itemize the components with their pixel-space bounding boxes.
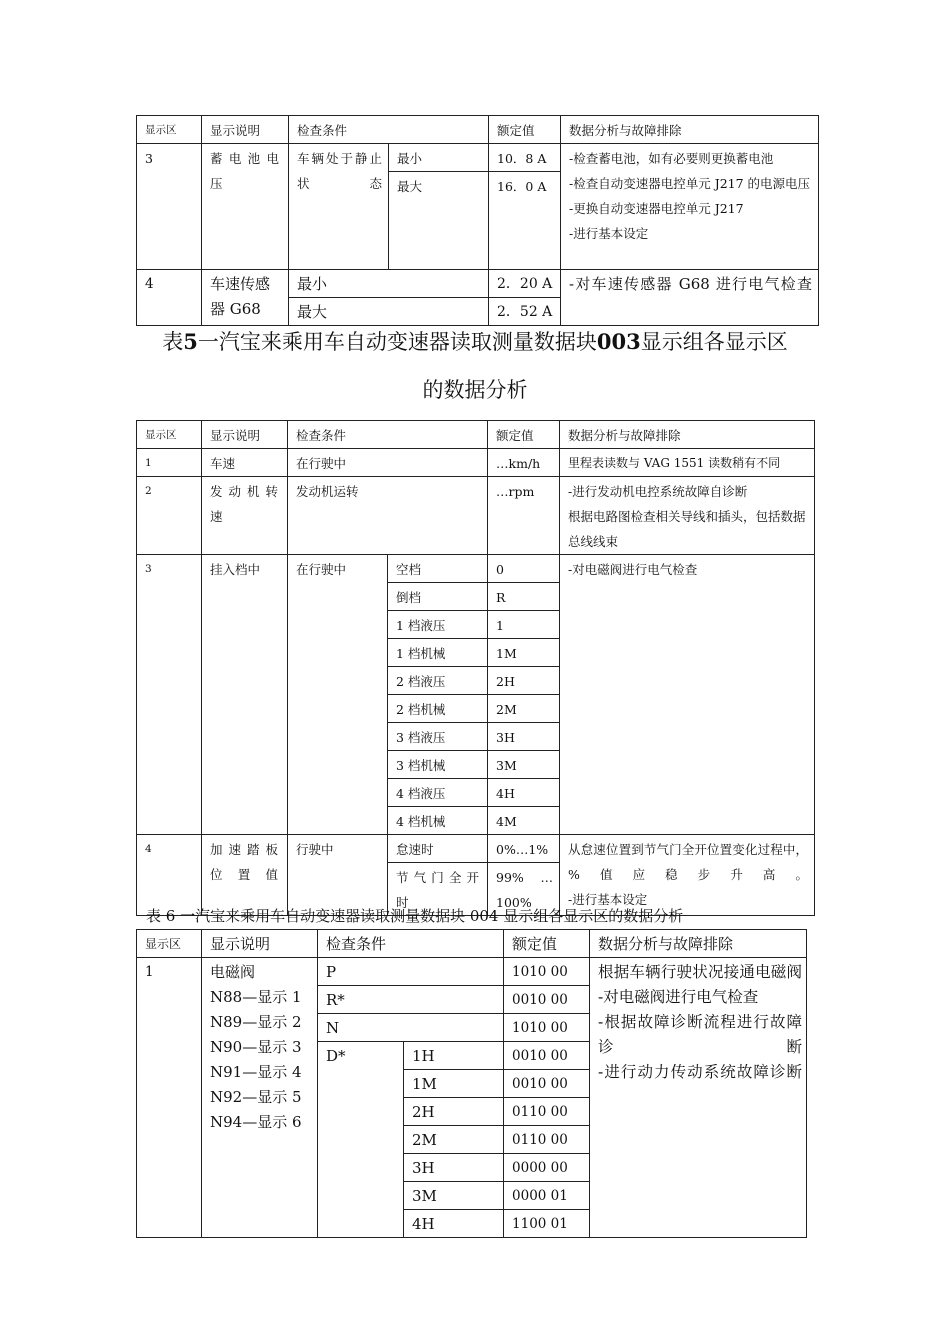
- header-analysis: 数据分析与故障排除: [560, 421, 815, 449]
- max-value: 16．0 A: [489, 172, 561, 270]
- header-desc: 显示说明: [202, 930, 318, 958]
- analysis-line: 根据车辆行驶状况接通电磁阀: [598, 963, 803, 981]
- analysis-cell: -对电磁阀进行电气检查: [560, 555, 815, 835]
- gear-label: 4 档机械: [388, 807, 488, 835]
- table-row: [137, 477, 815, 555]
- header-val: 额定值: [489, 116, 561, 144]
- value-cell: …rpm: [488, 477, 560, 555]
- analysis-cell: [561, 144, 819, 270]
- desc-cell: [202, 958, 318, 1238]
- value-cell: 0010 00: [504, 986, 590, 1014]
- header-zone: 显示区: [137, 116, 202, 144]
- table-row: [137, 835, 815, 863]
- gear-label: 空档: [388, 555, 488, 583]
- table-row: [137, 958, 807, 986]
- d-label-cell: D*: [318, 1042, 404, 1238]
- value-cell: 0110 00: [504, 1098, 590, 1126]
- cond-value: 99% …100%: [488, 863, 560, 916]
- header-cond: 检查条件: [289, 116, 489, 144]
- header-zone: 显示区: [137, 930, 202, 958]
- max-value: 2．52 A: [489, 298, 561, 326]
- header-desc: 显示说明: [202, 116, 289, 144]
- value-cell: 0110 00: [504, 1126, 590, 1154]
- min-label: 最小: [289, 270, 489, 298]
- cond-cell: R*: [318, 986, 504, 1014]
- gear-cell: 4H: [404, 1210, 504, 1238]
- max-label: 最大: [289, 298, 489, 326]
- value-cell: …km/h: [488, 449, 560, 477]
- gear-cell: 1M: [404, 1070, 504, 1098]
- value-cell: 0010 00: [504, 1070, 590, 1098]
- header-val: 额定值: [488, 421, 560, 449]
- analysis-line: -检查自动变速器电控单元 J217 的电源电压: [569, 176, 811, 191]
- analysis-line: -进行发动机电控系统故障自诊断: [568, 484, 748, 499]
- analysis-cell: -对车速传感器 G68 进行电气检查: [561, 270, 819, 326]
- min-value: 2．20 A: [489, 270, 561, 298]
- gear-cell: 3H: [404, 1154, 504, 1182]
- table5: [136, 420, 815, 916]
- table5-title: 表5一汽宝来乘用车自动变速器读取测量数据块003显示组各显示区: [162, 329, 788, 354]
- value-cell: 1010 00: [504, 958, 590, 986]
- gear-value: 3M: [488, 751, 560, 779]
- value-cell: 0000 00: [504, 1154, 590, 1182]
- gear-label: 1 档液压: [388, 611, 488, 639]
- analysis-line: -根据故障诊断流程进行故障诊断: [598, 1013, 803, 1056]
- table6: [136, 929, 807, 1238]
- gear-value: 0: [488, 555, 560, 583]
- gear-cell: 3M: [404, 1182, 504, 1210]
- analysis-cell: [560, 477, 815, 555]
- analysis-cell: 里程表读数与 VAG 1551 读数稍有不同: [560, 449, 815, 477]
- desc-cell: 车速传感器 G68: [202, 270, 289, 326]
- desc-line: N91—显示 4: [210, 1063, 302, 1081]
- gear-cell: 2H: [404, 1098, 504, 1126]
- table-row: [137, 270, 819, 298]
- analysis-line: 根据电路图检查相关导线和插头，包括数据总线线束: [568, 509, 806, 549]
- desc-cell: 车速: [202, 449, 288, 477]
- cond-label: 怠速时: [388, 835, 488, 863]
- zone-cell: 1: [137, 449, 202, 477]
- gear-value: R: [488, 583, 560, 611]
- analysis-line: -更换自动变速器电控单元 J217: [569, 201, 744, 216]
- gear-label: 4 档液压: [388, 779, 488, 807]
- desc-line: N89—显示 2: [210, 1013, 302, 1031]
- gear-label: 3 档液压: [388, 723, 488, 751]
- gear-cell: 2M: [404, 1126, 504, 1154]
- header-cond: 检查条件: [288, 421, 488, 449]
- analysis-line: -进行动力传动系统故障诊断: [598, 1063, 803, 1081]
- zone-cell: 2: [137, 477, 202, 555]
- desc-cell: 发动机转速: [202, 477, 288, 555]
- cond-value: 0%…1%: [488, 835, 560, 863]
- cond-cell: 发动机运转: [288, 477, 488, 555]
- desc-cell: 加速踏板位置值: [202, 835, 288, 916]
- table-header-row: [137, 421, 815, 449]
- cond-cell: 行驶中: [288, 835, 388, 916]
- zone-cell: 3: [137, 555, 202, 835]
- zone-cell: 3: [137, 144, 202, 270]
- min-value: 10．8 A: [489, 144, 561, 172]
- header-val: 额定值: [504, 930, 590, 958]
- gear-value: 3H: [488, 723, 560, 751]
- table6-title: 表 6 一汽宝来乘用车自动变速器读取测量数据块 004 显示组各显示区的数据分析: [146, 907, 684, 925]
- value-cell: 0010 00: [504, 1042, 590, 1070]
- analysis-line: -检查蓄电池，如有必要则更换蓄电池: [569, 151, 774, 166]
- value-cell: 1100 01: [504, 1210, 590, 1238]
- gear-label: 2 档液压: [388, 667, 488, 695]
- gear-value: 1: [488, 611, 560, 639]
- cond-cell: 车辆处于静止状态: [289, 144, 389, 270]
- analysis-line: -进行基本设定: [568, 892, 648, 907]
- gear-label: 3 档机械: [388, 751, 488, 779]
- cond-cell: P: [318, 958, 504, 986]
- header-zone: 显示区: [137, 421, 202, 449]
- desc-line: N94—显示 6: [210, 1113, 302, 1131]
- header-cond: 检查条件: [318, 930, 504, 958]
- cond-cell: 在行驶中: [288, 449, 488, 477]
- table-header-row: [137, 116, 819, 144]
- zone-cell: 4: [137, 270, 202, 326]
- zone-cell: 4: [137, 835, 202, 916]
- gear-value: 1M: [488, 639, 560, 667]
- min-label: 最小: [389, 144, 489, 172]
- value-cell: 1010 00: [504, 1014, 590, 1042]
- gear-label: 倒档: [388, 583, 488, 611]
- table-row: [137, 555, 815, 583]
- gear-value: 2H: [488, 667, 560, 695]
- desc-line: N88—显示 1: [210, 988, 302, 1006]
- max-label: 最大: [389, 172, 489, 270]
- value-cell: 0000 01: [504, 1182, 590, 1210]
- analysis-line: -进行基本设定: [569, 226, 649, 241]
- zone-cell: 1: [137, 958, 202, 1238]
- gear-value: 4H: [488, 779, 560, 807]
- gear-label: 1 档机械: [388, 639, 488, 667]
- gear-cell: 1H: [404, 1042, 504, 1070]
- analysis-cell: [560, 835, 815, 916]
- analysis-line: 从怠速位置到节气门全开位置变化过程中，%值应稳步升高。: [568, 842, 809, 882]
- table-header-row: [137, 930, 807, 958]
- gear-label: 2 档机械: [388, 695, 488, 723]
- gear-value: 2M: [488, 695, 560, 723]
- table-row: [137, 144, 819, 172]
- cond-cell: 在行驶中: [288, 555, 388, 835]
- desc-line: N92—显示 5: [210, 1088, 302, 1106]
- desc-cell: 挂入档中: [202, 555, 288, 835]
- desc-line: N90—显示 3: [210, 1038, 302, 1056]
- cond-label: 节气门全开时: [388, 863, 488, 916]
- analysis-line: -对电磁阀进行电气检查: [598, 988, 759, 1006]
- header-desc: 显示说明: [202, 421, 288, 449]
- header-analysis: 数据分析与故障排除: [590, 930, 807, 958]
- desc-cell: 蓄电池电压: [202, 144, 289, 270]
- desc-line: 电磁阀: [210, 963, 256, 981]
- table-top: [136, 115, 819, 326]
- cond-cell: N: [318, 1014, 504, 1042]
- gear-value: 4M: [488, 807, 560, 835]
- analysis-cell: [590, 958, 807, 1238]
- table-row: [137, 449, 815, 477]
- table5-title-line2: 的数据分析: [422, 378, 528, 402]
- header-analysis: 数据分析与故障排除: [561, 116, 819, 144]
